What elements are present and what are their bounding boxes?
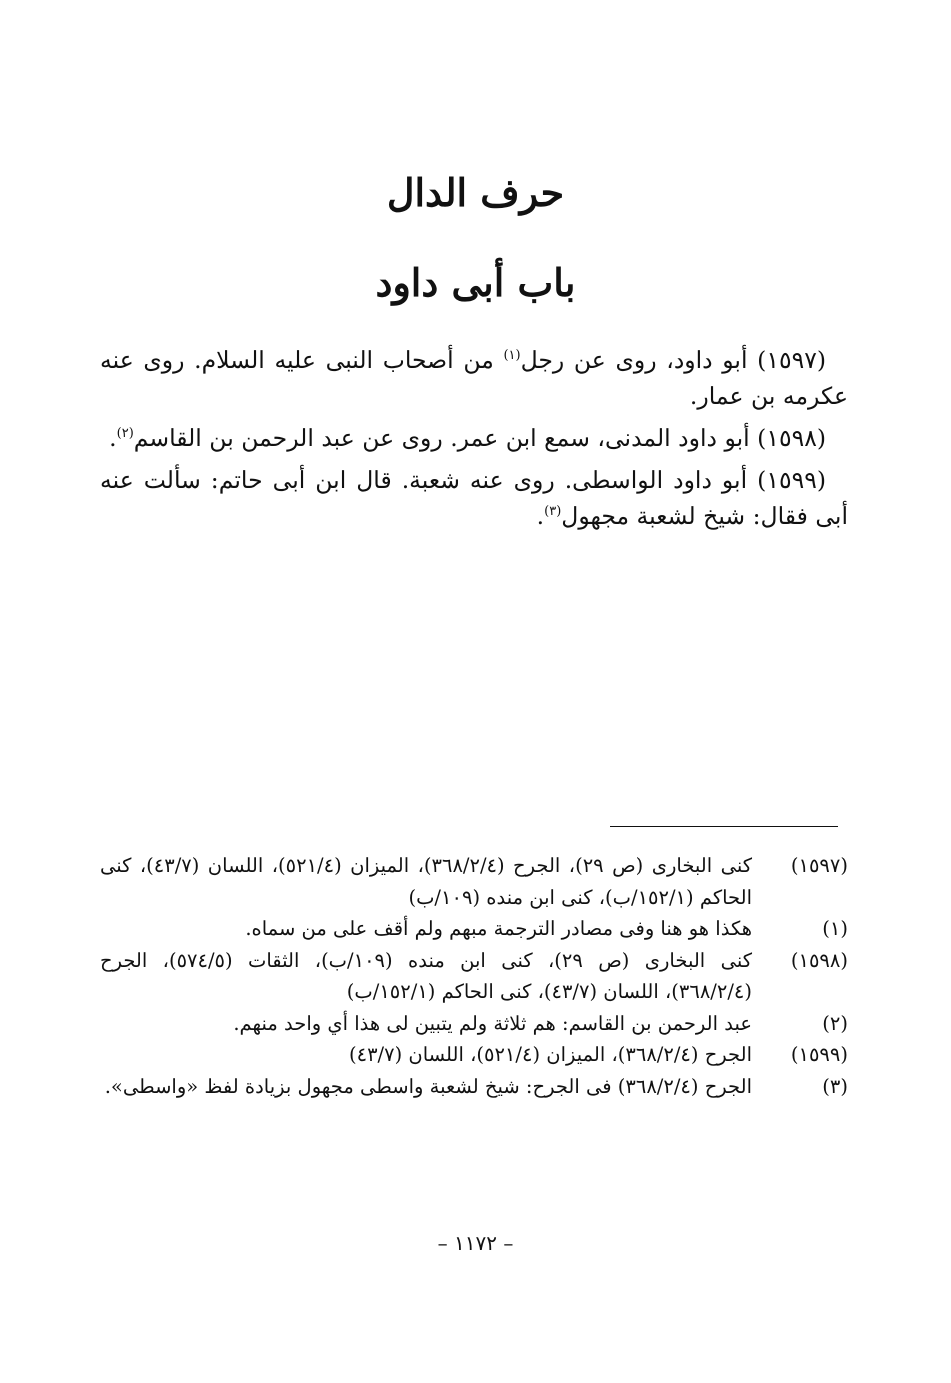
footnote-number: (١) [822, 917, 848, 940]
entry-number: (١٥٩٩) [757, 466, 826, 494]
footnote-ref: (٢) [116, 426, 134, 442]
footnote-number: (١٥٩٨) [790, 948, 848, 972]
footnote-item [100, 1039, 848, 1071]
footnote-text: عبد الرحمن بن القاسم: هم ثلاثة ولم يتبين لى هذا أي واحد منهم. [233, 1011, 752, 1035]
entry-1597 [100, 342, 848, 414]
footnote-number: (١٥٩٧) [790, 854, 848, 877]
entry-number: (١٥٩٨) [757, 424, 826, 452]
footnote-item [100, 850, 848, 913]
footnote-ref: (١) [503, 348, 521, 364]
main-text [100, 342, 848, 540]
footnote-ref: (٣) [544, 504, 562, 520]
entry-text: أبو داود المدنى، سمع ابن عمر. روى عن عبد الرحمن بن القاسم [133, 424, 750, 452]
footnotes [100, 850, 848, 1102]
entry-text-tail: . [109, 424, 117, 452]
entry-text-tail: من أصحاب النبى عليه السلام. روى عنه عكرمه بن عمار. [100, 346, 848, 410]
section-heading: حرف الدال [386, 170, 565, 215]
footnote-text: كنى البخارى (ص ٢٩)، كنى ابن منده (١٠٩/ب)، الثقات (٥٧٤/٥)، الجرح (٣٦٨/٢/٤)، اللسان (٤٣/٧)، كنى الحاكم (١٥٢/١/ب) [100, 948, 752, 1003]
entry-text: أبو داود، روى عن رجل [520, 346, 748, 374]
footnote-item [100, 1008, 848, 1040]
footnote-number: (٢) [822, 1011, 848, 1035]
entry-text-tail: . [536, 502, 545, 530]
footnote-item [100, 945, 848, 1008]
footnote-text: كنى البخارى (ص ٢٩)، الجرح (٣٦٨/٢/٤)، الميزان (٥٢١/٤)، اللسان (٤٣/٧)، كنى الحاكم (١٥٢/١/ب)، كنى ابن منده (١٠٩/ب) [100, 854, 752, 909]
footnote-item [100, 913, 848, 945]
footnote-text: هكذا هو هنا وفى مصادر الترجمة مبهم ولم أقف على من سماه. [245, 917, 752, 940]
entry-1598 [100, 420, 848, 456]
footnote-item [100, 1071, 848, 1103]
chapter-heading: باب أبى داود [375, 260, 576, 305]
entry-1599 [100, 462, 848, 534]
footnote-text: الجرح (٣٦٨/٢/٤)، الميزان (٥٢١/٤)، اللسان (٤٣/٧) [348, 1043, 752, 1066]
footnote-number: (١٥٩٩) [790, 1043, 848, 1066]
entry-number: (١٥٩٧) [757, 346, 826, 374]
footnote-number: (٣) [822, 1074, 848, 1098]
page-number: – ١١٧٢ – [437, 1231, 514, 1255]
entry-text: أبو داود الواسطى. روى عنه شعبة. قال ابن أبى حاتم: سألت عنه أبى فقال: شيخ لشعبة مجهول [100, 466, 848, 530]
footnote-text: الجرح (٣٦٨/٢/٤) فى الجرح: شيخ لشعبة واسطى مجهول بزيادة لفظ «واسطى». [104, 1074, 752, 1098]
footnote-separator [610, 826, 838, 827]
